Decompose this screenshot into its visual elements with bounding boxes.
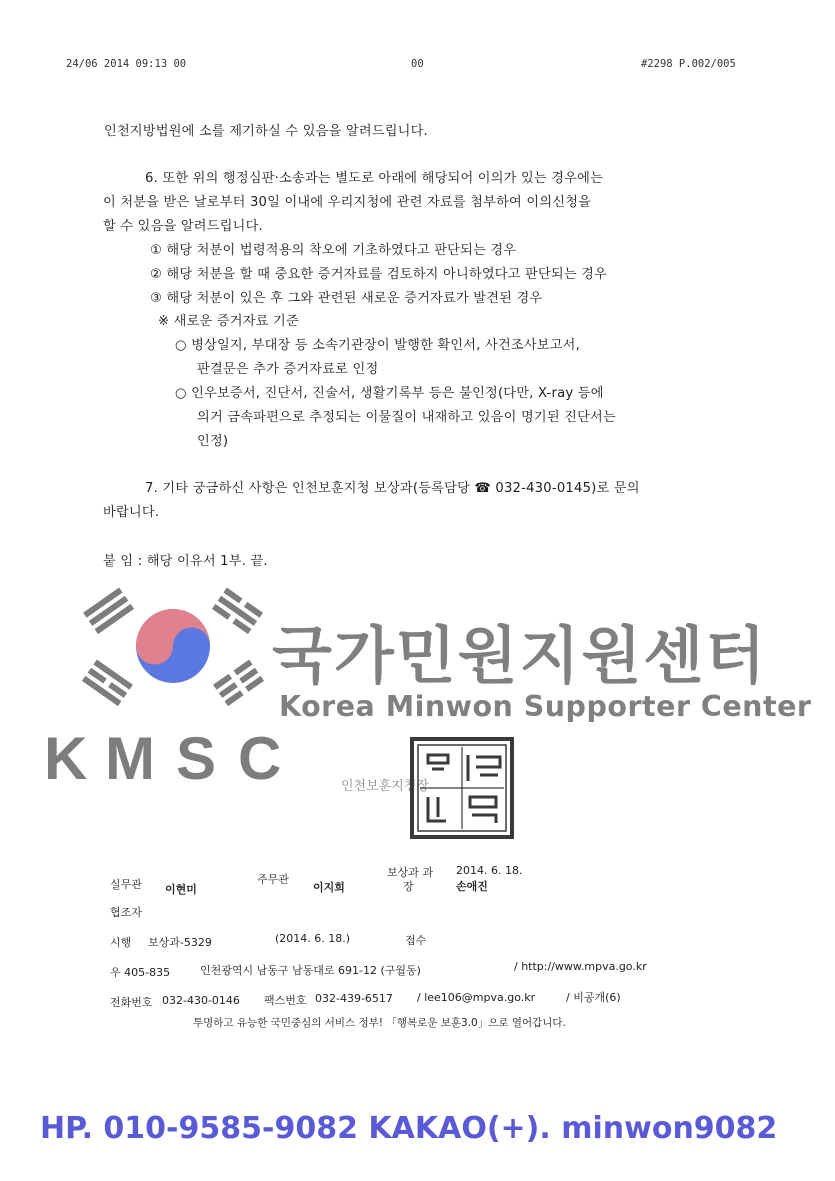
fax-center-mark: 00 [411,58,424,70]
evidence-rejected-line3: 인정) [197,434,229,449]
condition-item-1: ① 해당 처분이 법령적용의 착오에 기초하였다고 판단되는 경우 [150,243,517,258]
website-link[interactable]: / http://www.mpva.go.kr [514,960,647,973]
role-name-staff: 이현미 [165,883,197,896]
logo-title-english: Korea Minwon Supporter Center [279,690,812,723]
paragraph-6-line3: 할 수 있음을 알려드립니다. [103,219,263,234]
receipt-label: 접수 [405,934,427,947]
role-name-chief: 손애진 [456,880,488,893]
logo-title-korean: 국가민원지원센터 [272,619,768,692]
role-label-staff: 실무관 [110,878,142,891]
contact-banner: HP. 010-9585-9082 KAKAO(+). minwon9082 [40,1111,778,1146]
evidence-accepted-line1: ○ 병상일지, 부대장 등 소속기관장이 발행한 확인서, 사건조사보고서, [175,338,580,353]
evidence-rejected-line2: 의거 금속파편으로 추정되는 이물질이 내재하고 있음이 명기된 진단서는 [197,410,616,425]
body-line-court: 인천지방법원에 소를 제기하실 수 있음을 알려드립니다. [104,124,428,139]
government-slogan: 투명하고 유능한 국민중심의 서비스 정부! 「행복로운 보훈3.0」으로 열어갑니다. [193,1017,566,1029]
fax-number: 032-439-6517 [315,992,393,1005]
disclosure-status: / 비공개(6) [566,991,621,1004]
evidence-rejected-line1: ○ 인우보증서, 진단서, 진술서, 생활기록부 등은 불인정(다만, X-ray 등에 [175,386,604,401]
postal-code: 우 405-835 [110,966,171,979]
condition-item-3: ③ 해당 처분이 있은 후 그와 관련된 새로운 증거자료가 발견된 경우 [150,291,543,306]
fax-page-ref: #2298 P.002/005 [641,58,736,70]
logo-abbr-c: C [238,725,282,792]
enforce-date: (2014. 6. 18.) [275,932,351,945]
office-name: 인천보훈지청장 [341,779,429,794]
role-label-officer: 주무관 [257,873,289,886]
email-address[interactable]: / lee106@mpva.go.kr [417,991,536,1004]
paragraph-7-line2: 바랍니다. [103,505,160,520]
fax-datetime: 24/06 2014 09:13 00 [66,58,187,70]
office-address: 인천광역시 남동구 남동대로 691-12 (구월동) [200,964,421,977]
evidence-accepted-line2: 판결문은 추가 증거자료로 인정 [197,362,379,377]
paragraph-6-line1: 6. 또한 위의 행정심판·소송과는 별도로 아래에 해당되어 이의가 있는 경우에는 [145,171,604,186]
role-name-officer: 이지희 [313,881,345,894]
enforce-label: 시행 [110,936,132,949]
phone-label: 전화번호 [110,996,153,1009]
condition-item-2: ② 해당 처분을 할 때 중요한 증거자료를 검토하지 아니하였다고 판단되는 경우 [150,267,608,282]
evidence-criteria-heading: ※ 새로운 증거자료 기준 [158,314,299,329]
logo-abbr-m: M [105,725,155,792]
enforce-number: 보상과-5329 [148,936,212,949]
logo-abbr-s: S [176,725,217,792]
phone-number: 032-430-0146 [162,994,240,1007]
logo-abbr-k: K [44,725,88,792]
role-label-chief-a: 보상과 과 [387,866,434,879]
cooperator-label: 협조자 [110,906,142,919]
taegukgi-logo [78,580,268,710]
official-seal-stamp [408,735,516,841]
paragraph-7-line1: 7. 기타 궁금하신 사항은 인천보훈지청 보상과(등록담당 ☎ 032-430-0145)로 문의 [145,481,640,496]
attachment-note: 붙 임 : 해당 이유서 1부. 끝. [103,554,268,569]
role-label-chief-b: 장 [403,880,414,893]
paragraph-6-line2: 이 처분을 받은 날로부터 30일 이내에 우리지청에 관련 자료를 첨부하여 이의신청을 [103,195,592,210]
fax-label: 팩스번호 [264,994,307,1007]
role-date-chief: 2014. 6. 18. [456,864,523,877]
